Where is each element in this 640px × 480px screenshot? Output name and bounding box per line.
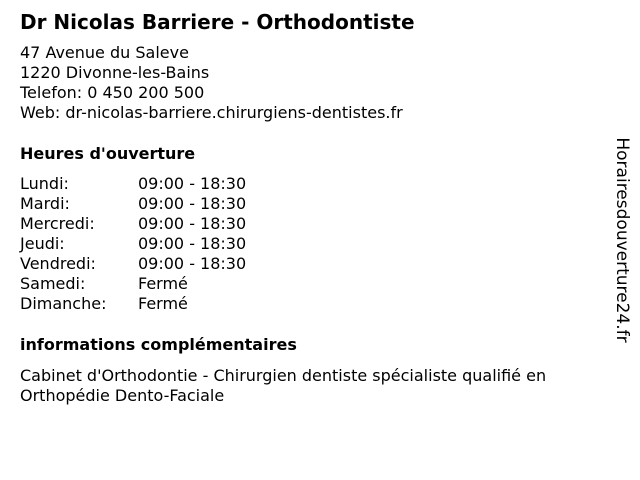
- hours-time: 09:00 - 18:30: [138, 234, 247, 253]
- hours-time: 09:00 - 18:30: [138, 214, 247, 233]
- site-watermark: Horairesdouverture24.fr: [612, 137, 632, 343]
- hours-row: [20, 194, 595, 214]
- hours-day: Samedi:: [20, 274, 86, 293]
- business-card: [20, 10, 595, 406]
- hours-time: 09:00 - 18:30: [138, 194, 247, 213]
- hours-day: Vendredi:: [20, 254, 96, 273]
- address-street: 47 Avenue du Saleve: [20, 43, 189, 62]
- hours-day: Dimanche:: [20, 294, 107, 313]
- hours-time: Fermé: [138, 274, 188, 293]
- hours-time: 09:00 - 18:30: [138, 254, 247, 273]
- hours-day: Mardi:: [20, 194, 70, 213]
- contact-block: [20, 43, 595, 123]
- hours-row: [20, 254, 595, 274]
- hours-row: [20, 214, 595, 234]
- hours-time: 09:00 - 18:30: [138, 174, 247, 193]
- address-city: 1220 Divonne-les-Bains: [20, 63, 210, 82]
- hours-row: [20, 234, 595, 254]
- hours-day: Lundi:: [20, 174, 69, 193]
- phone-number: Telefon: 0 450 200 500: [20, 83, 205, 102]
- hours-row: [20, 174, 595, 194]
- hours-time: Fermé: [138, 294, 188, 313]
- hours-day: Jeudi:: [20, 234, 65, 253]
- hours-heading: Heures d'ouverture: [20, 144, 196, 163]
- hours-row: [20, 274, 595, 294]
- hours-day: Mercredi:: [20, 214, 95, 233]
- page-title: Dr Nicolas Barriere - Orthodontiste: [20, 10, 415, 34]
- website-link[interactable]: Web: dr-nicolas-barriere.chirurgiens-dentistes.fr: [20, 103, 403, 122]
- info-description: Cabinet d'Orthodontie - Chirurgien dentiste spécialiste qualifié en Orthopédie Dento-Faciale: [20, 366, 547, 405]
- hours-row: [20, 294, 595, 314]
- hours-table: [20, 174, 595, 314]
- info-heading: informations complémentaires: [20, 335, 297, 354]
